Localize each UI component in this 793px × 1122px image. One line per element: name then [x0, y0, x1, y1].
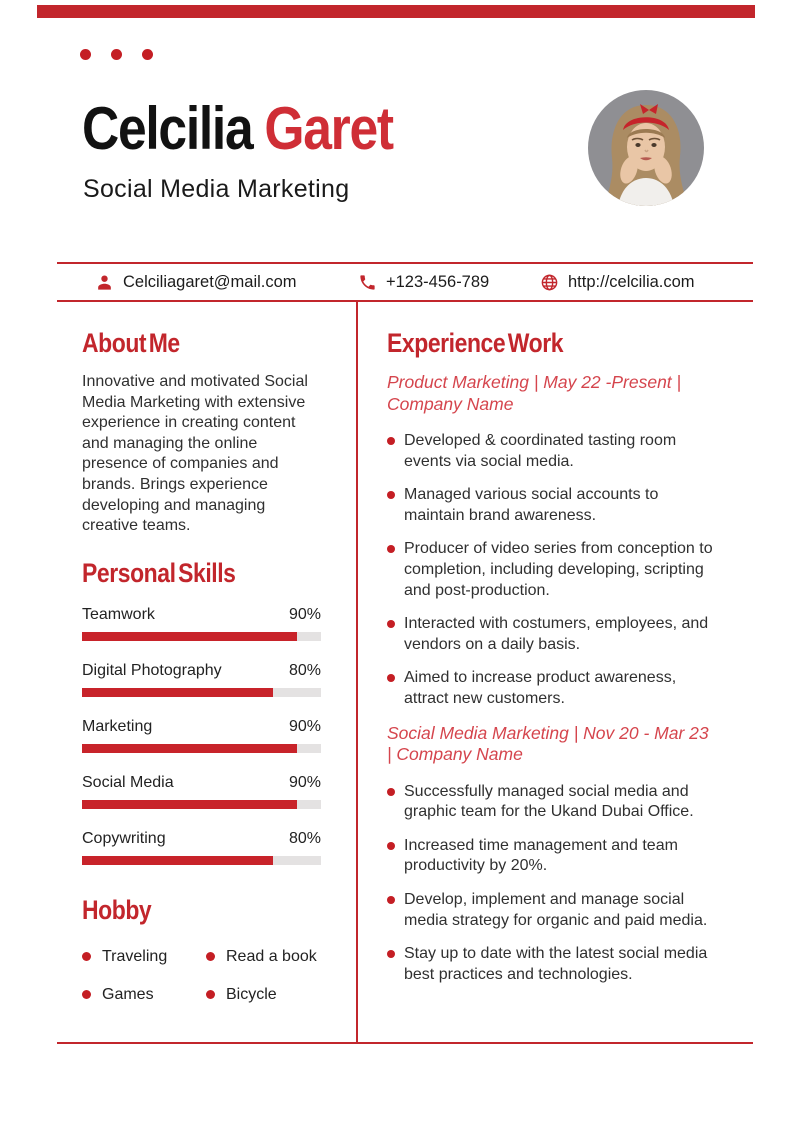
left-column	[57, 302, 358, 1042]
skill-row	[82, 773, 321, 793]
skill-percent: 80%	[288, 661, 321, 679]
skill-bar-fill	[82, 856, 273, 865]
hobby-label: Traveling	[102, 947, 168, 965]
experience-heading: Experience Work	[387, 328, 564, 358]
job-bullet: Developed & coordinated tasting room events via social media.	[387, 431, 717, 472]
hobby-item	[82, 948, 206, 966]
contact-bar	[57, 262, 753, 302]
email-text: Celciliagaret@mail.com	[123, 272, 297, 291]
first-name: Celcilia	[82, 95, 253, 162]
globe-icon	[540, 273, 559, 292]
skill-percent: 80%	[288, 829, 321, 847]
skill-item	[82, 717, 321, 753]
job-bullet: Managed various social accounts to maintain brand awareness.	[387, 485, 717, 526]
skill-bar-track	[82, 632, 321, 641]
skill-label: Teamwork	[82, 605, 155, 623]
skill-row	[82, 605, 321, 625]
skill-bar-track	[82, 744, 321, 753]
bullet-dot-icon	[82, 952, 91, 961]
decorative-dot	[111, 49, 122, 60]
phone-text: +123-456-789	[386, 272, 490, 291]
about-text: Innovative and motivated Social Media Marketing with extensive experience in creating content and managing the online presence of companies and brands. Brings experience developing and managing creative teams.	[82, 373, 308, 535]
phone-icon	[358, 273, 377, 292]
skill-label: Copywriting	[82, 829, 166, 847]
skill-label: Marketing	[82, 717, 153, 735]
decorative-dot	[142, 49, 153, 60]
job-bullet: Develop, implement and manage social media strategy for organic and paid media.	[387, 890, 717, 931]
right-column	[358, 302, 753, 1042]
decorative-dots	[80, 49, 153, 60]
hobby-label: Bicycle	[226, 985, 277, 1003]
skill-percent: 90%	[288, 717, 321, 735]
skill-label: Social Media	[82, 773, 174, 791]
skills-list	[82, 605, 321, 865]
job-bullet: Increased time management and team productivity by 20%.	[387, 836, 717, 877]
hobby-label: Read a book	[226, 947, 317, 965]
job-bullet: Aimed to increase product awareness, attract new customers.	[387, 668, 717, 709]
job-bullet: Stay up to date with the latest social media best practices and technologies.	[387, 944, 717, 985]
hobby-list	[82, 948, 321, 1004]
person-name	[82, 96, 393, 162]
skill-row	[82, 717, 321, 737]
skill-item	[82, 661, 321, 697]
about-heading: About Me	[82, 328, 180, 358]
skill-bar-track	[82, 856, 321, 865]
skill-bar-fill	[82, 632, 297, 641]
skill-bar-track	[82, 688, 321, 697]
job-bullets	[387, 782, 743, 986]
bullet-dot-icon	[82, 990, 91, 999]
top-accent-bar	[37, 5, 755, 18]
job-bullets	[387, 431, 743, 710]
skill-percent: 90%	[288, 605, 321, 623]
contact-phone	[358, 273, 540, 292]
skill-bar-track	[82, 800, 321, 809]
job-title: Product Marketing | May 22 -Present | Company Name	[387, 372, 682, 414]
jobs-container	[387, 372, 743, 985]
contact-email	[95, 273, 358, 292]
skills-heading: Personal Skills	[82, 557, 236, 588]
contact-website	[540, 273, 695, 292]
hobby-item	[206, 986, 321, 1004]
bullet-dot-icon	[206, 952, 215, 961]
job-entry	[387, 723, 743, 986]
skill-row	[82, 829, 321, 849]
skill-bar-fill	[82, 688, 273, 697]
skill-bar-fill	[82, 800, 297, 809]
job-entry	[387, 372, 743, 710]
hobby-item	[82, 986, 206, 1004]
skill-item	[82, 605, 321, 641]
job-bullet: Producer of video series from conception to completion, including developing, scripting and post-production.	[387, 539, 717, 601]
skill-row	[82, 661, 321, 681]
website-text: http://celcilia.com	[568, 272, 695, 291]
profile-photo	[588, 90, 704, 206]
job-bullet: Interacted with costumers, employees, and vendors on a daily basis.	[387, 614, 717, 655]
person-icon	[95, 273, 114, 292]
hobby-label: Games	[102, 985, 154, 1003]
skill-item	[82, 773, 321, 809]
last-name: Garet	[264, 95, 393, 162]
resume-body	[57, 302, 753, 1044]
skill-item	[82, 829, 321, 865]
profile-photo-illustration	[588, 90, 704, 206]
hobby-item	[206, 948, 321, 966]
decorative-dot	[80, 49, 91, 60]
job-bullet: Successfully managed social media and graphic team for the Ukand Dubai Office.	[387, 782, 717, 823]
skill-percent: 90%	[288, 773, 321, 791]
job-subtitle: Social Media Marketing	[83, 175, 350, 203]
job-title: Social Media Marketing | Nov 20 - Mar 23 | Company Name	[387, 722, 709, 765]
bullet-dot-icon	[206, 990, 215, 999]
hobby-heading: Hobby	[82, 894, 152, 925]
skill-bar-fill	[82, 744, 297, 753]
skill-label: Digital Photography	[82, 661, 222, 679]
